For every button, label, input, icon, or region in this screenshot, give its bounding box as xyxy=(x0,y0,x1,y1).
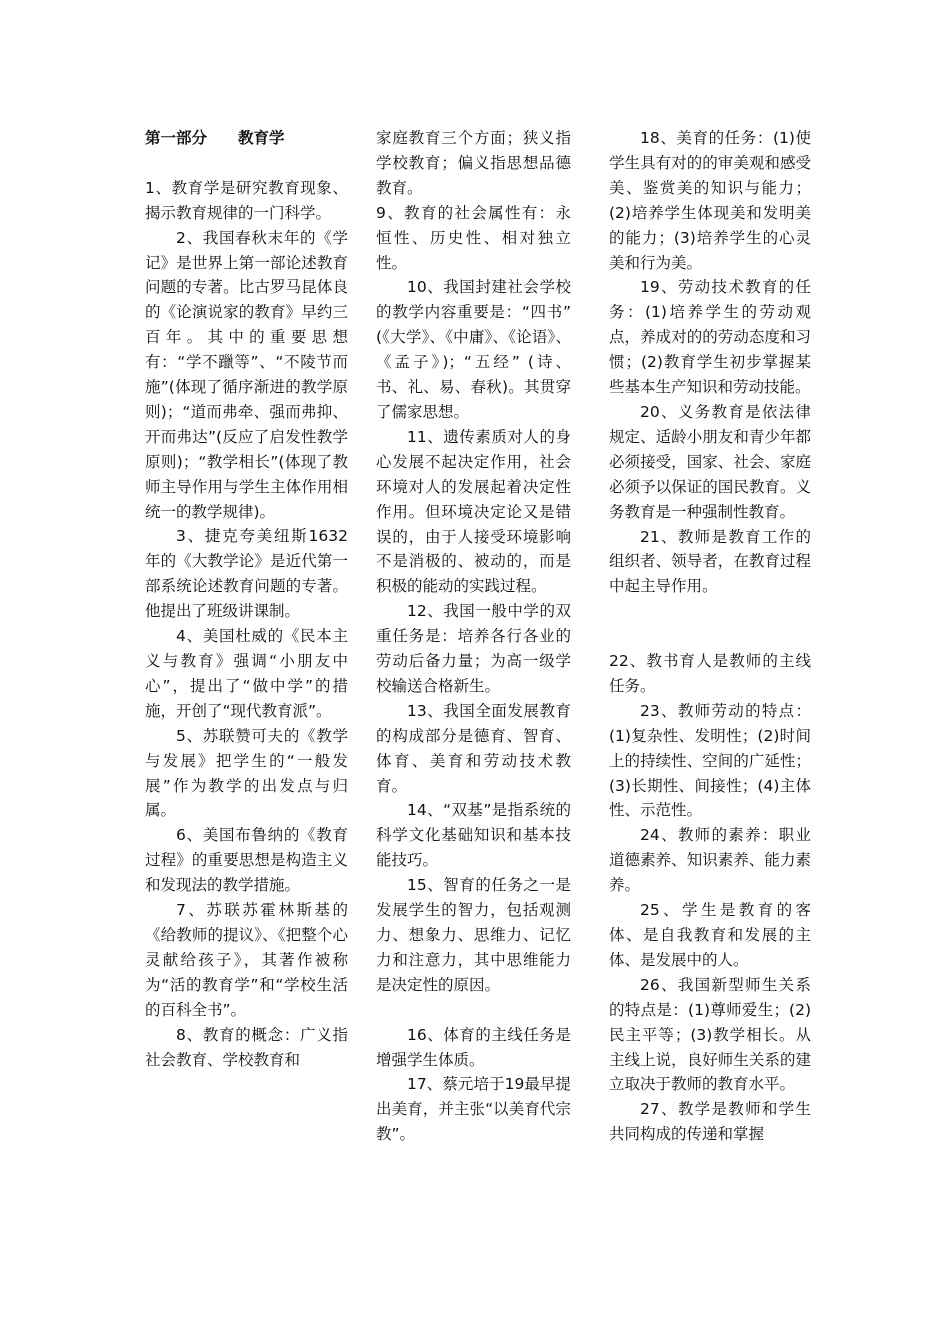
paragraph: 4、美国杜威的《民本主义与教育》强调“小朋友中心”，提出了“做中学”的措施，开创了“现代教育派”。 xyxy=(145,627,348,720)
paragraph: 9、教育的社会属性有：永恒性、历史性、相对独立性。 xyxy=(376,203,571,272)
paragraph: 8、教育的概念：广义指社会教育、学校教育和 xyxy=(145,1025,348,1069)
spacer xyxy=(609,599,811,624)
paragraph: 家庭教育三个方面；狭义指学校教育；偏义指思想品德教育。 xyxy=(376,129,571,197)
paragraph: 11、遗传素质对人的身心发展不起决定作用，社会环境对人的发展起着决定性作用。但环境决定论又是错误的，由于人接受环境影响不是消极的、被动的，而是积极的能动的实践过程。 xyxy=(376,427,571,596)
paragraph: 14、“双基”是指系统的科学文化基础知识和基本技能技巧。 xyxy=(376,801,571,870)
column-2 xyxy=(376,126,571,1147)
column-3 xyxy=(609,126,811,1147)
paragraph: 24、教师的素养：职业道德素养、知识素养、能力素养。 xyxy=(609,826,811,895)
paragraph: 22、教书育人是教师的主线任务。 xyxy=(609,652,811,695)
paragraph: 26、我国新型师生关系的特点是：(1)尊师爱生；(2)民主平等；(3)教学相长。从主线上说，良好师生关系的建立取决于教师的教育水平。 xyxy=(609,975,811,1094)
paragraph: 20、义务教育是依法律规定、适龄小朋友和青少年都必须接受，国家、社会、家庭必须予以保证的国民教育。义务教育是一种强制性教育。 xyxy=(609,402,811,521)
section-title: 第一部分 教育学 xyxy=(145,129,285,147)
paragraph: 17、蔡元培于19最早提出美育，并主张“以美育代宗教”。 xyxy=(376,1075,571,1144)
column-1 xyxy=(145,126,348,1072)
paragraph: 10、我国封建社会学校的教学内容重要是：“四书” (《大学》、《中庸》、《论语》、《孟子》)；“五经” (诗、书、礼、易、春秋)。其贯穿了儒家思想。 xyxy=(376,278,571,421)
paragraph: 27、教学是教师和学生共同构成的传递和掌握 xyxy=(609,1100,811,1144)
paragraph: 6、美国布鲁纳的《教育过程》的重要思想是构造主义和发现法的教学措施。 xyxy=(145,826,348,895)
spacer xyxy=(376,998,571,1023)
paragraph: 19、劳动技术教育的任务：(1)培养学生的劳动观点，养成对的的劳动态度和习惯；(2)教育学生初步掌握某些基本生产知识和劳动技能。 xyxy=(609,278,811,397)
paragraph: 16、体育的主线任务是增强学生体质。 xyxy=(376,1025,571,1069)
paragraph: 5、苏联赞可夫的《教学与发展》把学生的“一般发展”作为教学的出发点与归属。 xyxy=(145,726,348,820)
spacer xyxy=(145,151,348,176)
paragraph: 3、捷克夸美纽斯1632年的《大教学论》是近代第一部系统论述教育问题的专著。他提出了班级讲课制。 xyxy=(145,527,348,621)
paragraph: 15、智育的任务之一是发展学生的智力，包括观测力、想象力、思维力、记忆力和注意力，其中思维能力是决定性的原因。 xyxy=(376,876,571,994)
paragraph: 13、我国全面发展教育的构成部分是德育、智育、体育、美育和劳动技术教育。 xyxy=(376,701,571,795)
paragraph: 21、教师是教育工作的组织者、领导者，在教育过程中起主导作用。 xyxy=(609,527,811,596)
paragraph: 1、教育学是研究教育现象、揭示教育规律的一门科学。 xyxy=(145,178,348,222)
paragraph: 23、教师劳动的特点：(1)复杂性、发明性；(2)时间上的持续性、空间的广延性；(3)长期性、间接性；(4)主体性、示范性。 xyxy=(609,701,811,820)
paragraph: 2、我国春秋末年的《学记》是世界上第一部论述教育问题的专著。比古罗马昆体良的《论演说家的教育》早约三百年。其中的重要思想有：“学不躐等”、“不陵节而施”(体现了循序渐进的教学原则)；“道而弗牵、强而弗抑、开而弗达”(反应了启发性教学原则)；“教学相长”(体现了教师主导作用与学生主体作用相统一的教学规律)。 xyxy=(145,228,348,521)
paragraph: 18、美育的任务：(1)使学生具有对的的审美观和感受美、鉴赏美的知识与能力；(2)培养学生体现美和发明美的能力；(3)培养学生的心灵美和行为美。 xyxy=(609,129,811,272)
paragraph: 7、苏联苏霍林斯基的《给教师的提议》、《把整个心灵献给孩子》，其著作被称为“活的教育学”和“学校生活的百科全书”。 xyxy=(145,901,348,1019)
paragraph: 25、学生是教育的客体、是自我教育和发展的主体、是发展中的人。 xyxy=(609,901,811,969)
paragraph: 12、我国一般中学的双重任务是：培养各行各业的劳动后备力量；为高一级学校输送合格新生。 xyxy=(376,602,571,695)
spacer xyxy=(609,624,811,649)
